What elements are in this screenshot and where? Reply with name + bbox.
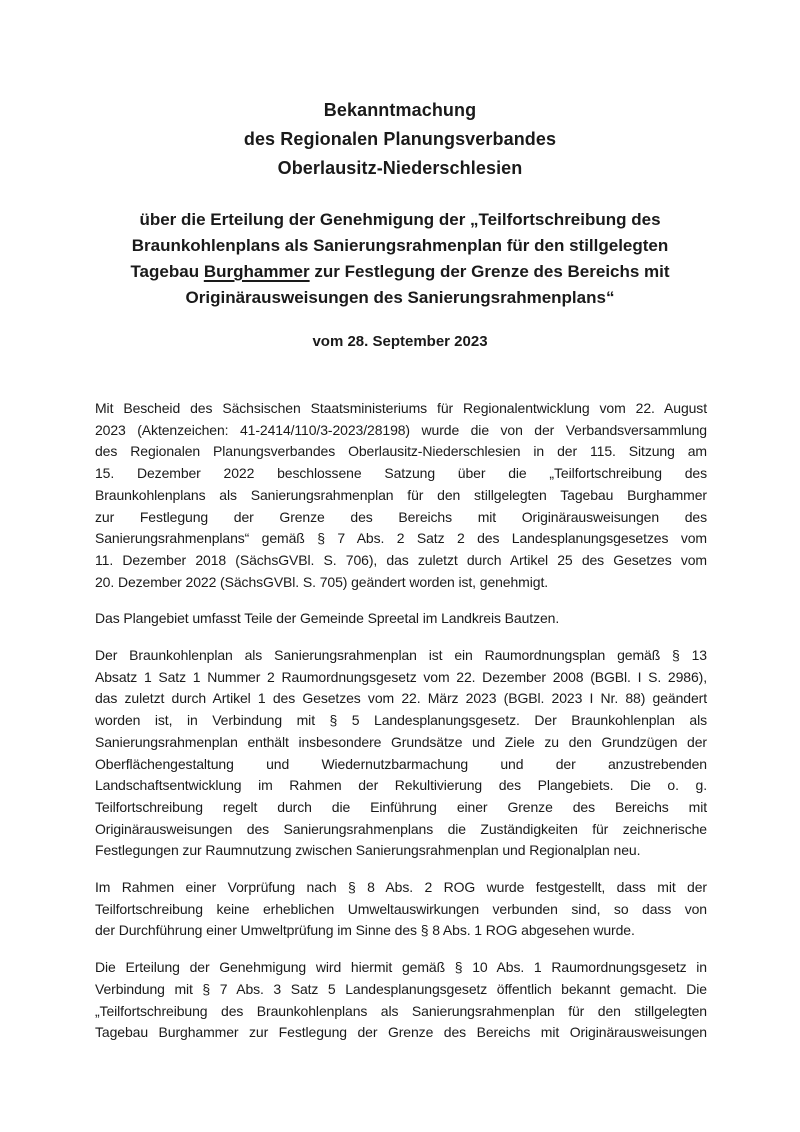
paragraph-line: Die Erteilung der Genehmigung wird hiermit gemäß § 10 Abs. 1 Raumordnungsgesetz in (95, 959, 707, 976)
paragraph-line: Verbindung mit § 7 Abs. 3 Satz 5 Landesplanungsgesetz öffentlich bekannt gemacht. Die (95, 980, 707, 997)
paragraph-line: Teilfortschreibung keine erheblichen Umweltauswirkungen verbunden sind, so dass von (95, 900, 707, 917)
paragraph-line: 2023 (Aktenzeichen: 41-2414/110/3-2023/28198) wurde die von der Verbandsversammlung (95, 421, 707, 438)
subtitle-line-3 (0, 259, 800, 285)
paragraph-line: das zuletzt durch Artikel 1 des Gesetzes vom 22. März 2023 (BGBl. 2023 I Nr. 88) geändert (95, 690, 707, 707)
subtitle-line-3-post: zur Festlegung der Grenze des Bereichs mit (309, 262, 670, 281)
paragraph-line: der Durchführung einer Umweltprüfung im Sinne des § 8 Abs. 1 ROG abgesehen wurde. (95, 922, 635, 939)
title-line-2: des Regionalen Planungsverbandes (243, 129, 557, 149)
paragraph-line: Sanierungsrahmenplan enthält insbesondere Grundsätze und Ziele zu den Grundzügen der (95, 733, 707, 750)
paragraph (95, 398, 707, 593)
paragraph-line: Das Plangebiet umfasst Teile der Gemeinde Spreetal im Landkreis Bautzen. (95, 610, 560, 627)
paragraph (95, 608, 707, 630)
paragraph-line: Der Braunkohlenplan als Sanierungsrahmenplan ist ein Raumordnungsplan gemäß § 13 (95, 647, 707, 664)
title-line-3: Oberlausitz-Niederschlesien (277, 158, 523, 178)
paragraph (95, 957, 707, 1044)
subtitle-line-1: über die Erteilung der Genehmigung der „Teilfortschreibung des (139, 210, 661, 229)
paragraph-line: Im Rahmen einer Vorprüfung nach § 8 Abs. 2 ROG wurde festgestellt, dass mit der (95, 879, 707, 896)
paragraph-line: 11. Dezember 2018 (SächsGVBl. S. 706), das zuletzt durch Artikel 25 des Gesetzes vom (95, 551, 707, 568)
document-subtitle (0, 207, 800, 311)
date-line: vom 28. September 2023 (312, 333, 488, 350)
paragraph-line: Originärausweisungen des Sanierungsrahmenplans die Zuständigkeiten für zeichnerische (95, 820, 707, 837)
paragraph-line: Oberflächengestaltung und Wiedernutzbarmachung und der anzustrebenden (95, 755, 707, 772)
paragraph-line: 20. Dezember 2022 (SächsGVBl. S. 705) geändert worden ist, genehmigt. (95, 573, 549, 590)
subtitle-line-2: Braunkohlenplans als Sanierungsrahmenplan für den stillgelegten (131, 236, 669, 255)
paragraph-line: Sanierungsrahmenplans“ gemäß § 7 Abs. 2 Satz 2 des Landesplanungsgesetzes vom (95, 530, 707, 547)
paragraph-line: des Regionalen Planungsverbandes Oberlausitz-Niederschlesien in der 115. Sitzung am (95, 443, 707, 460)
paragraph-line: Landschaftsentwicklung im Rahmen der Rekultivierung des Plangebiets. Die o. g. (95, 777, 707, 794)
paragraph-line: Festlegungen zur Raumnutzung zwischen Sanierungsrahmenplan und Regionalplan neu. (95, 842, 641, 859)
paragraph (95, 645, 707, 862)
paragraph-line: 15. Dezember 2022 beschlossene Satzung über die „Teilfortschreibung des (95, 465, 707, 482)
paragraph-line: Absatz 1 Satz 1 Nummer 2 Raumordnungsgesetz vom 22. Dezember 2008 (BGBl. I S. 2986), (95, 668, 707, 685)
body-paragraphs (95, 398, 707, 1044)
subtitle-line-4: Originärausweisungen des Sanierungsrahmenplans“ (185, 288, 615, 307)
paragraph-line: Tagebau Burghammer zur Festlegung der Grenze des Bereichs mit Originärausweisungen (95, 1024, 707, 1041)
paragraph-line: worden ist, in Verbindung mit § 5 Landesplanungsgesetz. Der Braunkohlenplan als (95, 712, 707, 729)
paragraph-line: Braunkohlenplans als Sanierungsrahmenplan für den stillgelegten Tagebau Burghammer (95, 486, 707, 503)
underlined-word-burghammer: Burghammer (203, 262, 310, 281)
document-title (0, 96, 800, 183)
paragraph-line: zur Festlegung der Grenze des Bereichs mit Originärausweisungen des (95, 508, 707, 525)
paragraph (95, 877, 707, 942)
paragraph-line: „Teilfortschreibung des Braunkohlenplans als Sanierungsrahmenplan für den stillgelegten (95, 1002, 707, 1019)
title-line-1: Bekanntmachung (323, 100, 477, 120)
paragraph-line: Mit Bescheid des Sächsischen Staatsministeriums für Regionalentwicklung vom 22. August (95, 400, 707, 416)
paragraph-line: Teilfortschreibung regelt durch die Einführung einer Grenze des Bereichs mit (95, 798, 707, 815)
subtitle-line-3-pre: Tagebau (130, 262, 204, 281)
